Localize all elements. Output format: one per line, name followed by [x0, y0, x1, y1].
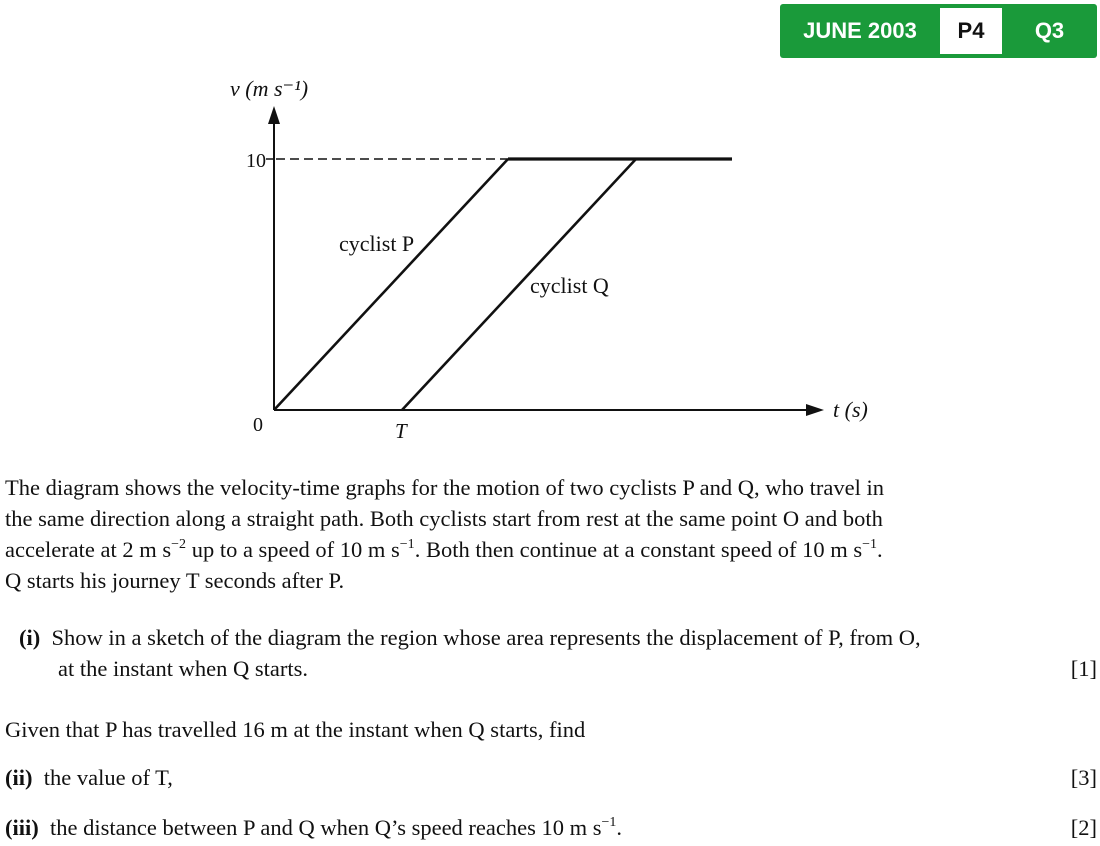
part-i-text-line-2: at the instant when Q starts.: [58, 656, 308, 681]
part-iii-exponent: −1: [601, 815, 617, 830]
intro-exponent-1: −2: [171, 537, 187, 552]
part-i-text-line-1: Show in a sketch of the diagram the region whose area represents the displacement of P, from O,: [51, 625, 921, 650]
question-part-iii: [5, 812, 1097, 843]
part-iii-number: (iii): [5, 815, 39, 840]
part-ii-marks: [3]: [1070, 765, 1097, 790]
t-marker-label: T: [395, 419, 407, 443]
intro-exponent-2: −1: [399, 537, 415, 552]
y-axis-label: v (m s⁻¹): [230, 76, 309, 101]
intro-exponent-3: −1: [862, 537, 878, 552]
intro-line-3-part-b: up to a speed of 10 m s: [186, 537, 400, 562]
origin-label: 0: [253, 414, 263, 436]
intro-line-4: Q starts his journey T seconds after P.: [5, 568, 345, 593]
intro-line-1: The diagram shows the velocity-time graphs for the motion of two cyclists P and Q, who travel in: [5, 475, 884, 500]
exam-session: JUNE 2003: [803, 18, 917, 43]
intro-line-3-part-a: accelerate at 2 m s: [5, 537, 172, 562]
question-intro: [5, 472, 1097, 596]
part-ii-number: (ii): [5, 765, 33, 790]
question-number: Q3: [1034, 18, 1065, 43]
y-axis-arrowhead: [268, 106, 280, 124]
paper-number: P4: [940, 8, 1002, 54]
part-i-marks: [1]: [1070, 656, 1097, 681]
question-part-ii: [5, 762, 1097, 793]
x-axis-arrowhead: [806, 404, 824, 416]
part-iii-marks: [2]: [1070, 815, 1097, 840]
question-part-i: [5, 622, 1097, 684]
cyclist-q-label: cyclist Q: [530, 273, 609, 298]
y-tick-label-10: 10: [246, 150, 266, 172]
cyclist-p-label: cyclist P: [339, 231, 415, 256]
given-statement: Given that P has travelled 16 m at the instant when Q starts, find: [5, 717, 586, 742]
part-ii-text: the value of T,: [43, 765, 173, 790]
question-header-badge: [780, 4, 1097, 58]
intro-line-3-part-c: . Both then continue at a constant speed of 10 m s: [414, 537, 863, 562]
intro-line-3: [5, 534, 1097, 565]
cyclist-p-acceleration-line: [274, 159, 508, 410]
intro-line-2: the same direction along a straight path. Both cyclists start from rest at the same point O and both: [5, 506, 883, 531]
velocity-time-diagram: [0, 60, 1100, 450]
part-iii-text-end: .: [616, 815, 623, 840]
x-axis-label: t (s): [833, 397, 868, 422]
part-iii-text: the distance between P and Q when Q’s speed reaches 10 m s: [50, 815, 602, 840]
part-i-number: (i): [19, 625, 41, 650]
intro-line-3-part-d: .: [877, 537, 883, 562]
